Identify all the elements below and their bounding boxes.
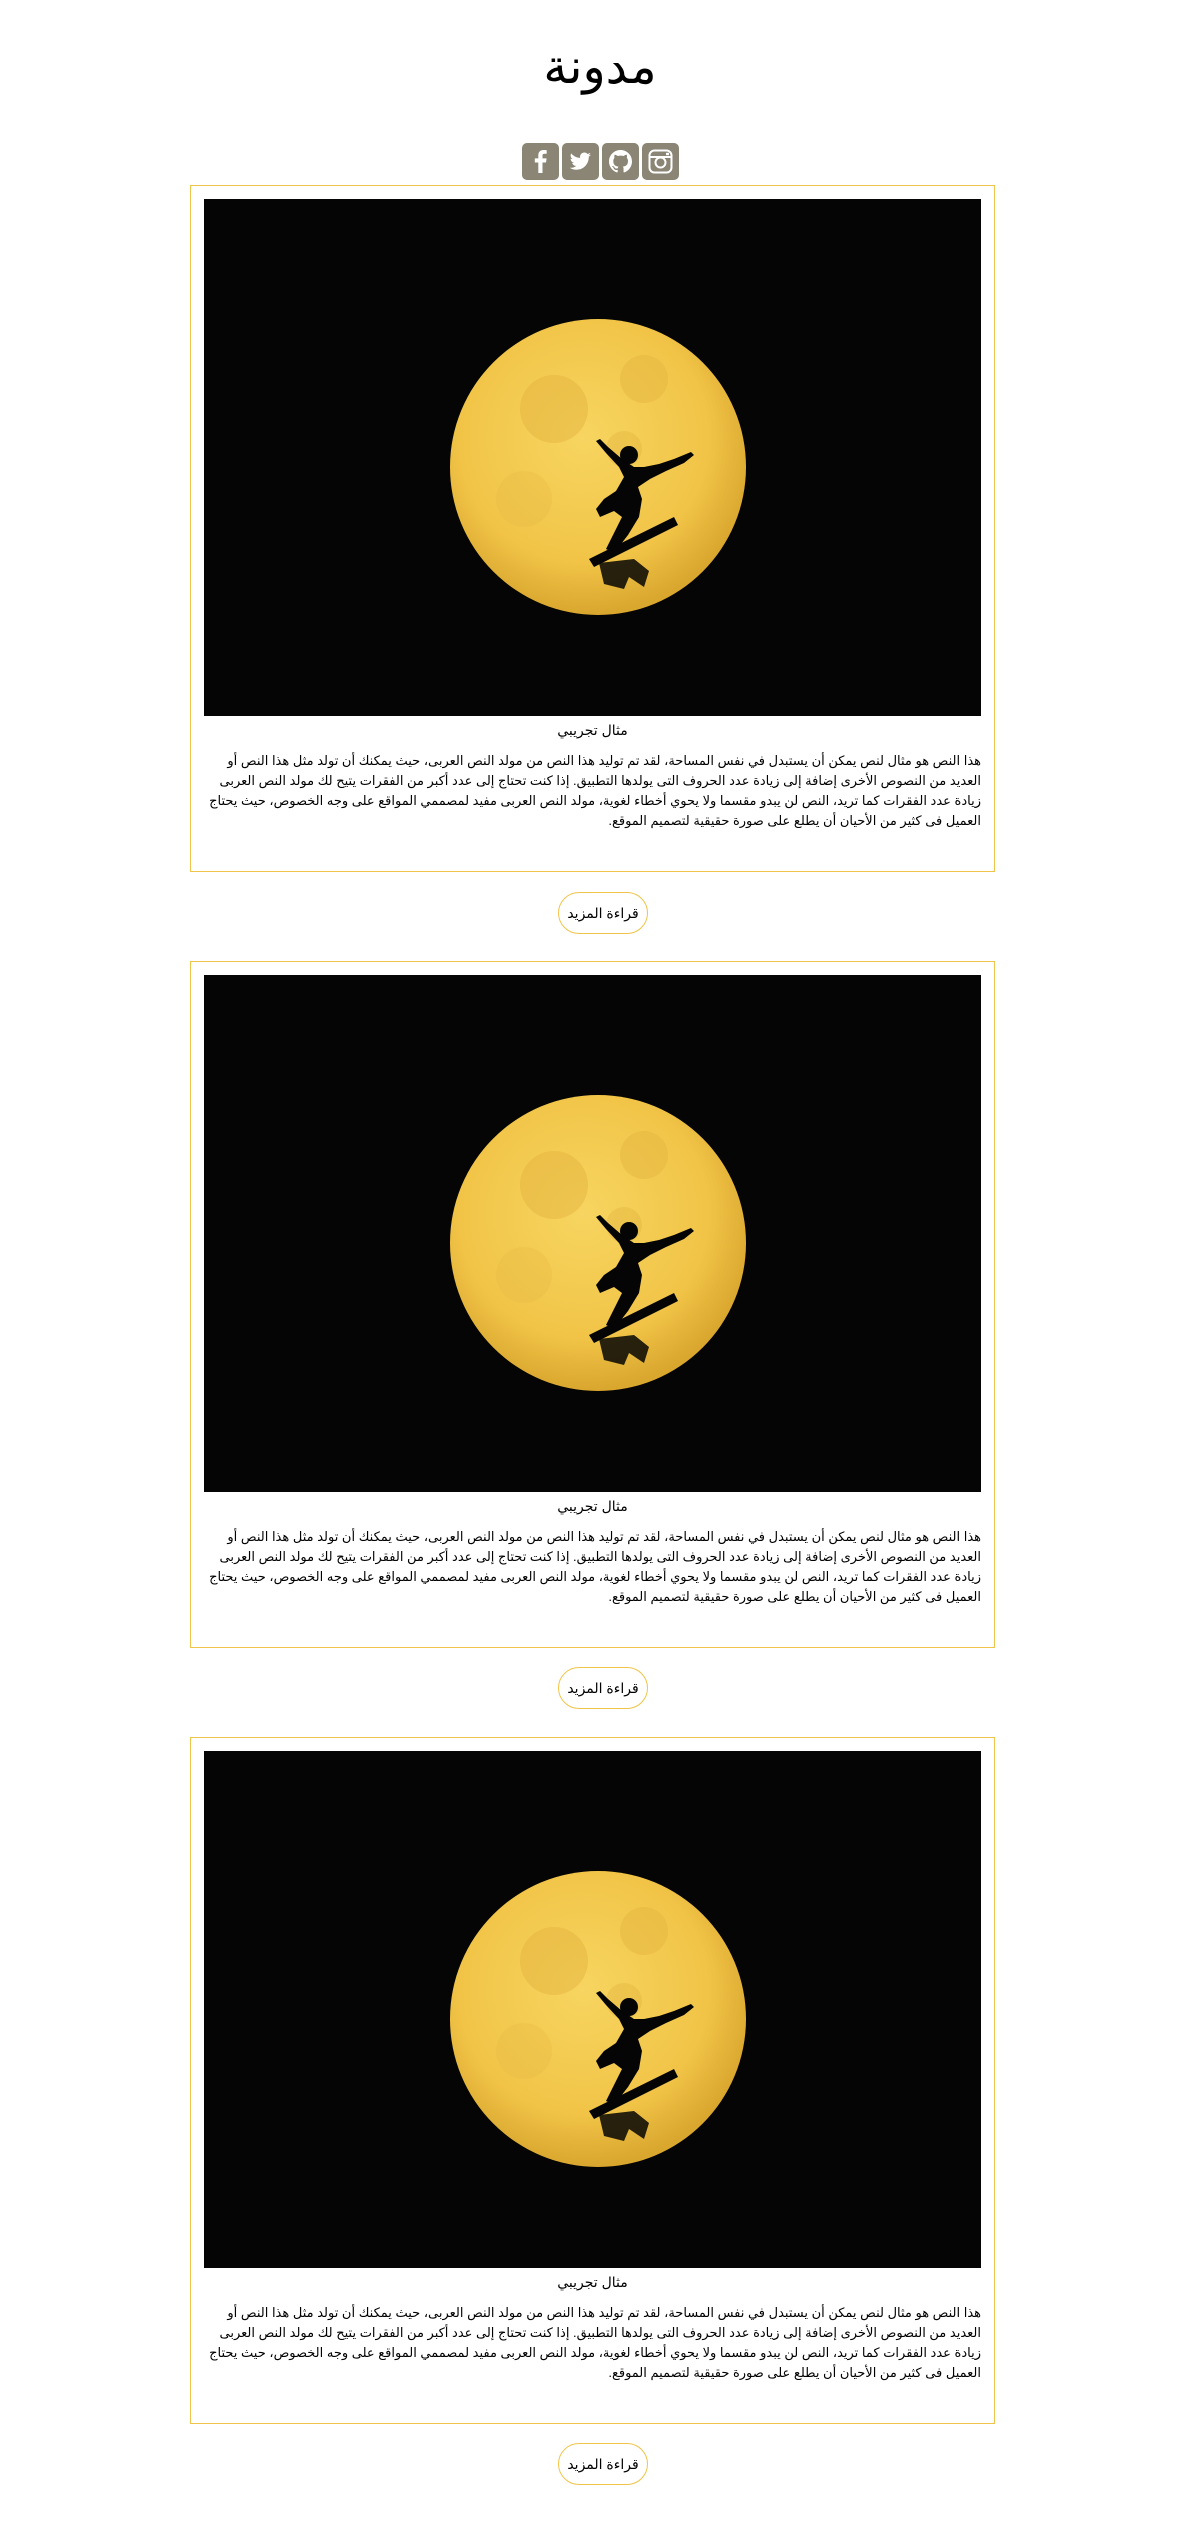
blog-post — [190, 1737, 995, 2424]
post-image — [204, 1751, 981, 2268]
read-more-button[interactable]: قراءة المزيد — [558, 2443, 648, 2485]
github-icon[interactable] — [602, 143, 639, 180]
facebook-icon[interactable] — [522, 143, 559, 180]
blog-post — [190, 961, 995, 1648]
post-body: هذا النص هو مثال لنص يمكن أن يستبدل في نفس المساحة، لقد تم توليد هذا النص من مولد النص العربى، حيث يمكنك أن تولد مثل هذا النص أو العديد من النصوص الأخرى إضافة إلى زيادة عدد الحروف التى يولدها التطبيق. إذا كنت تحتاج إلى عدد أكبر من الفقرات يتيح لك مولد النص العربى زيادة عدد الفقرات كما تريد، النص لن يبدو مقسما ولا يحوي أخطاء لغوية، مولد النص العربى مفيد لمصممي المواقع على وجه الخصوص، حيث يحتاج العميل فى كثير من الأحيان أن يطلع على صورة حقيقية لتصميم الموقع. — [209, 753, 981, 828]
moon-skateboarder-photo — [204, 199, 981, 716]
moon-skateboarder-photo — [204, 1751, 981, 2268]
page-title: مدونة — [543, 41, 657, 94]
post-body: هذا النص هو مثال لنص يمكن أن يستبدل في نفس المساحة، لقد تم توليد هذا النص من مولد النص العربى، حيث يمكنك أن تولد مثل هذا النص أو العديد من النصوص الأخرى إضافة إلى زيادة عدد الحروف التى يولدها التطبيق. إذا كنت تحتاج إلى عدد أكبر من الفقرات يتيح لك مولد النص العربى زيادة عدد الفقرات كما تريد، النص لن يبدو مقسما ولا يحوي أخطاء لغوية، مولد النص العربى مفيد لمصممي المواقع على وجه الخصوص، حيث يحتاج العميل فى كثير من الأحيان أن يطلع على صورة حقيقية لتصميم الموقع. — [209, 1529, 981, 1604]
post-title: مثال تجريبي — [557, 722, 628, 738]
read-more-button[interactable]: قراءة المزيد — [558, 1667, 648, 1709]
post-body: هذا النص هو مثال لنص يمكن أن يستبدل في نفس المساحة، لقد تم توليد هذا النص من مولد النص العربى، حيث يمكنك أن تولد مثل هذا النص أو العديد من النصوص الأخرى إضافة إلى زيادة عدد الحروف التى يولدها التطبيق. إذا كنت تحتاج إلى عدد أكبر من الفقرات يتيح لك مولد النص العربى زيادة عدد الفقرات كما تريد، النص لن يبدو مقسما ولا يحوي أخطاء لغوية، مولد النص العربى مفيد لمصممي المواقع على وجه الخصوص، حيث يحتاج العميل فى كثير من الأحيان أن يطلع على صورة حقيقية لتصميم الموقع. — [209, 2305, 981, 2380]
twitter-icon[interactable] — [562, 143, 599, 180]
blog-post — [190, 185, 995, 872]
read-more-button[interactable]: قراءة المزيد — [558, 892, 648, 934]
moon-skateboarder-photo — [204, 975, 981, 1492]
post-title: مثال تجريبي — [557, 2274, 628, 2290]
post-image — [204, 199, 981, 716]
post-image — [204, 975, 981, 1492]
post-title: مثال تجريبي — [557, 1498, 628, 1514]
social-links — [0, 143, 1200, 180]
instagram-icon[interactable] — [642, 143, 679, 180]
